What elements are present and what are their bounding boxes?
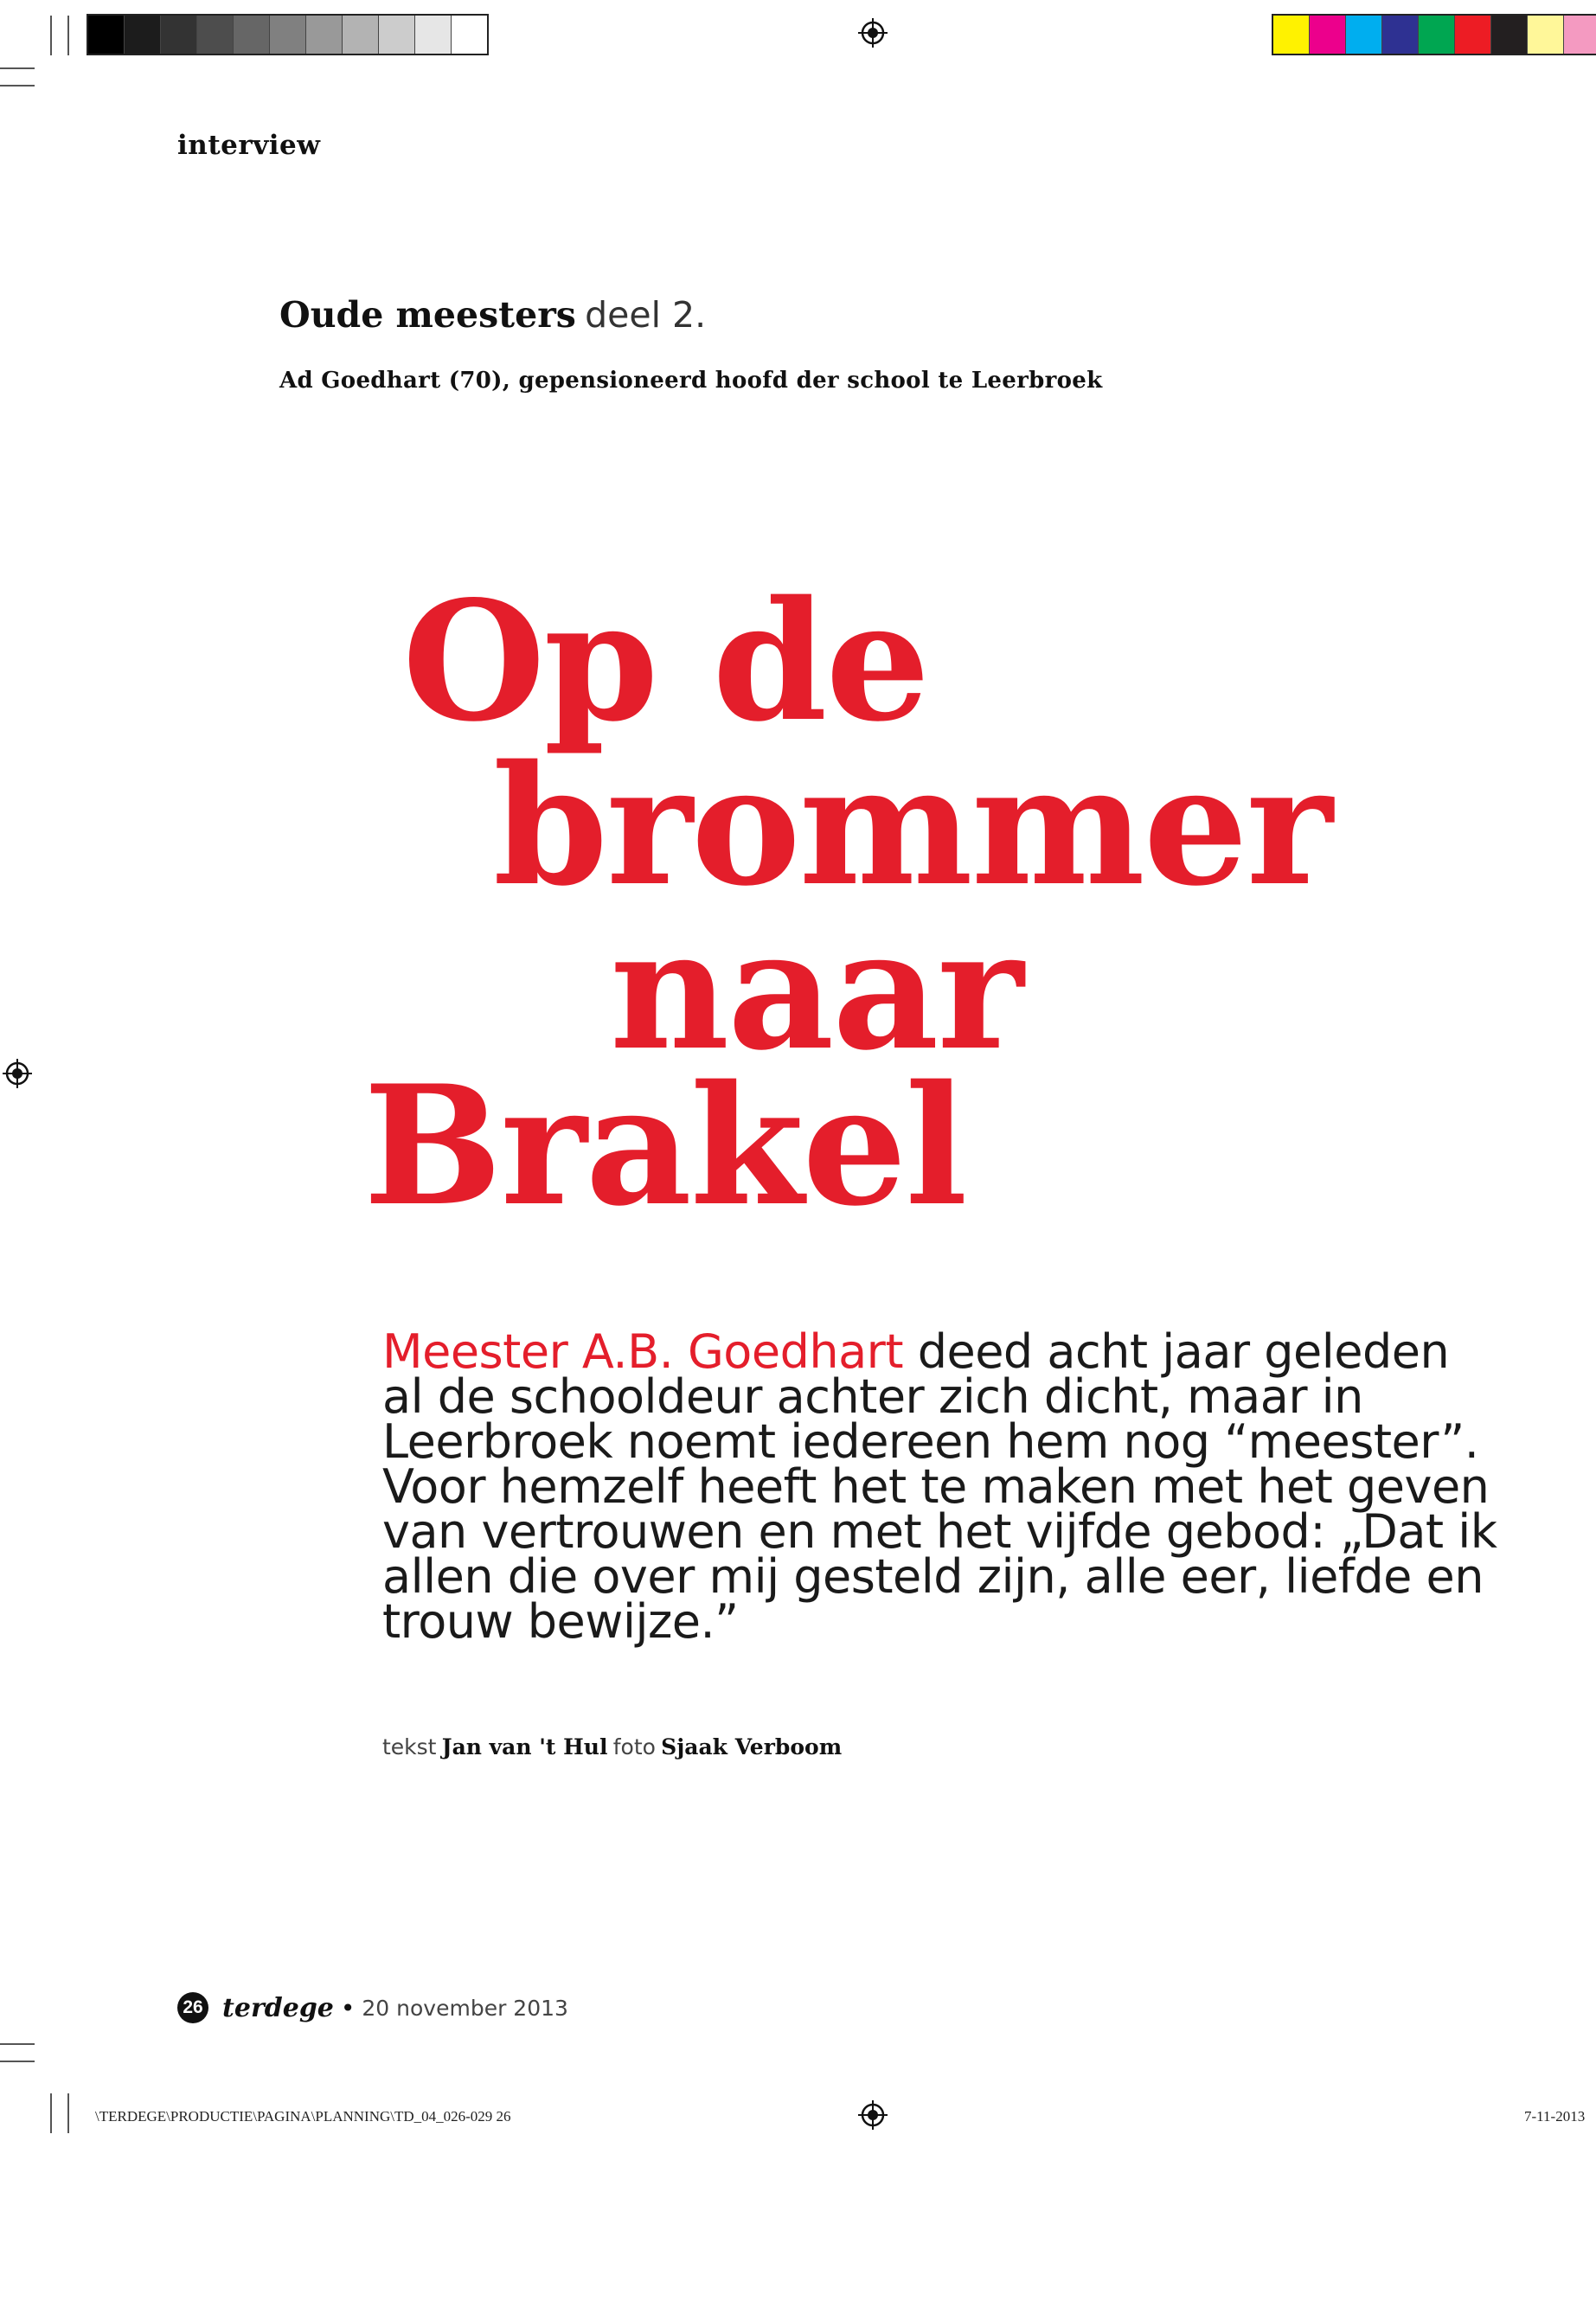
magazine-logo: terdege [222, 1992, 334, 2023]
color-swatch [1491, 16, 1528, 54]
page-number: 26 [177, 1992, 208, 2023]
page-footer [177, 1992, 568, 2023]
registration-mark-icon [3, 1059, 32, 1088]
intro-line: al de schooldeur achter zich dicht, maar in [382, 1369, 1363, 1424]
crop-mark [67, 2093, 69, 2133]
gray-swatch [234, 16, 270, 54]
color-swatch [1382, 16, 1419, 54]
footer-bullet: • [340, 1993, 356, 2022]
credits-photographer: Sjaak Verboom [661, 1734, 843, 1759]
crop-mark [50, 2093, 52, 2133]
intro-line-1-rest: deed acht jaar geleden [903, 1324, 1450, 1379]
gray-swatch [343, 16, 379, 54]
color-swatch [1455, 16, 1491, 54]
publication-date: 20 november 2013 [362, 1995, 568, 2021]
headline-line-2: brommer [493, 729, 1331, 922]
series-title [279, 294, 706, 336]
intro-line: Leerbroek noemt iedereen hem nog “meester”. [382, 1414, 1479, 1469]
series-part: deel 2. [585, 294, 707, 336]
gray-swatch [88, 16, 125, 54]
series-name: Oude meesters [279, 294, 576, 336]
credits-photo-label: foto [612, 1734, 656, 1759]
intro-paragraph [382, 1324, 1524, 1649]
intro-line [382, 1324, 1524, 1379]
headline-line-3: naar [610, 894, 1022, 1086]
color-swatch [1419, 16, 1455, 54]
crop-mark [67, 16, 69, 55]
color-calibration-bar [1272, 14, 1596, 55]
color-swatch [1346, 16, 1382, 54]
production-date: 7-11-2013 [1524, 2108, 1586, 2125]
color-swatch [1310, 16, 1346, 54]
credits-author: Jan van 't Hul [441, 1734, 608, 1759]
color-swatch [1273, 16, 1310, 54]
registration-mark-icon [858, 18, 888, 48]
gray-swatch [306, 16, 343, 54]
crop-mark [0, 67, 35, 69]
intro-lead-name: Meester A.B. Goedhart [382, 1324, 904, 1379]
gray-swatch [161, 16, 197, 54]
intro-line: allen die over mij gesteld zijn, alle eer, liefde en [382, 1549, 1484, 1604]
grayscale-calibration-bar [87, 14, 489, 55]
intro-line: trouw bewijze.” [382, 1594, 739, 1649]
headline-line-1: Op de [402, 565, 929, 758]
headline-line-4: Brakel [363, 1049, 966, 1242]
section-label: interview [177, 130, 321, 161]
color-swatch [1528, 16, 1564, 54]
crop-mark [50, 16, 52, 55]
color-swatch [1564, 16, 1596, 54]
article-subtitle: Ad Goedhart (70), gepensioneerd hoofd der school te Leerbroek [279, 368, 1103, 394]
crop-mark [0, 2043, 35, 2045]
gray-swatch [270, 16, 306, 54]
crop-mark [0, 2061, 35, 2062]
production-slug: \TERDEGE\PRODUCTIE\PAGINA\PLANNING\TD_04_026-029 26 [95, 2108, 511, 2125]
article-credits [382, 1734, 842, 1760]
gray-swatch [452, 16, 487, 54]
intro-line: Voor hemzelf heeft het te maken met het geven [382, 1459, 1490, 1514]
credits-text-label: tekst [382, 1734, 437, 1759]
gray-swatch [125, 16, 161, 54]
registration-mark-icon [858, 2100, 888, 2130]
crop-mark [0, 85, 35, 87]
gray-swatch [197, 16, 234, 54]
gray-swatch [415, 16, 452, 54]
intro-line: van vertrouwen en met het vijfde gebod: „Dat ik [382, 1504, 1497, 1559]
gray-swatch [379, 16, 415, 54]
